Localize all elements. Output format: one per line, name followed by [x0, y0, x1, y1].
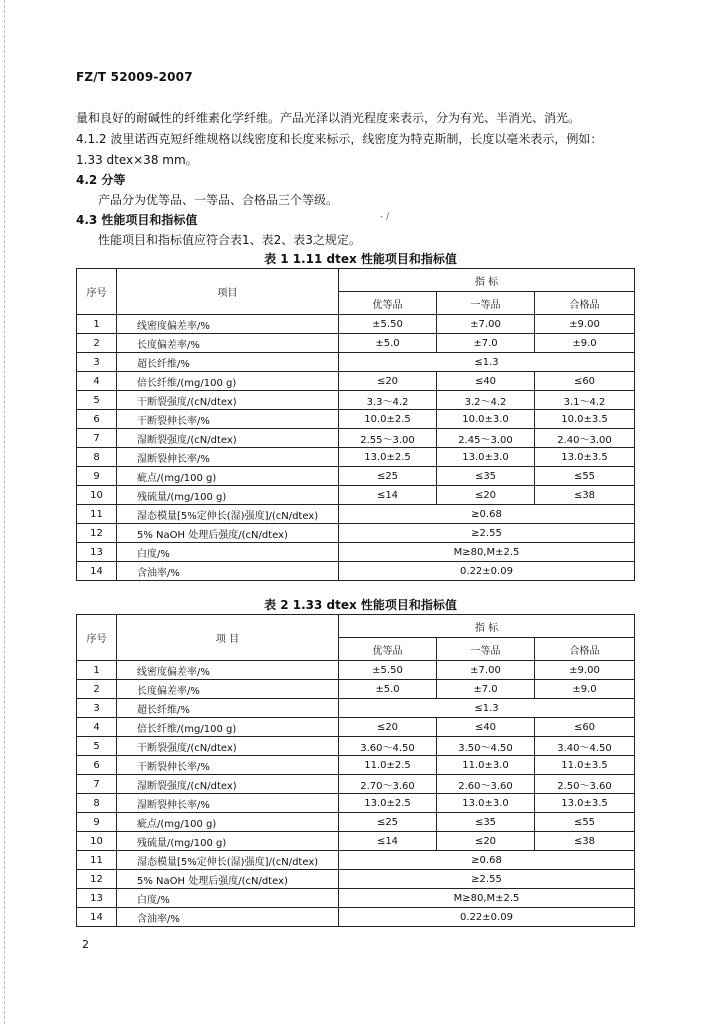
row-item: 线密度偏差率/%	[117, 315, 339, 334]
table-row	[77, 505, 635, 524]
row-value-first: ±7.00	[437, 661, 535, 680]
row-number: 4	[77, 372, 117, 391]
table-row	[77, 372, 635, 391]
paragraph-fiber-description: 量和良好的耐碱性的纤维素化学纤维。产品光泽以消光程度来表示，分为有光、半消光、消光。	[76, 111, 581, 125]
row-number: 13	[77, 543, 117, 562]
row-value-qualified: ±9.0	[535, 334, 635, 353]
row-value-qualified: 11.0±3.5	[535, 756, 635, 775]
row-value-qualified: ≤38	[535, 486, 635, 505]
row-value-merged: ≥0.68	[339, 851, 635, 870]
row-item: 湿断裂伸长率/%	[117, 448, 339, 467]
row-item: 湿断裂强度/(cN/dtex)	[117, 429, 339, 448]
row-value-first: ≤40	[437, 372, 535, 391]
table-row	[77, 889, 635, 908]
row-value-qualified: 2.40～3.00	[535, 429, 635, 448]
table-row	[77, 908, 635, 927]
row-number: 8	[77, 448, 117, 467]
row-item: 残硫量/(mg/100 g)	[117, 832, 339, 851]
table-row	[77, 775, 635, 794]
row-item: 含油率/%	[117, 562, 339, 581]
row-number: 2	[77, 680, 117, 699]
row-number: 1	[77, 661, 117, 680]
row-number: 10	[77, 486, 117, 505]
row-value-superior: ±5.0	[339, 680, 437, 699]
header-grade-superior: 优等品	[339, 292, 437, 315]
row-number: 12	[77, 524, 117, 543]
row-value-superior: ±5.50	[339, 315, 437, 334]
row-value-superior: ≤14	[339, 832, 437, 851]
row-value-qualified: 3.1～4.2	[535, 391, 635, 410]
row-value-superior: ≤25	[339, 467, 437, 486]
row-value-qualified: 3.40～4.50	[535, 737, 635, 756]
row-item: 干断裂强度/(cN/dtex)	[117, 737, 339, 756]
row-number: 6	[77, 410, 117, 429]
row-value-qualified: ±9.00	[535, 661, 635, 680]
standard-number: FZ/T 52009-2007	[76, 70, 193, 84]
header-grade-first: 一等品	[437, 292, 535, 315]
table-row	[77, 524, 635, 543]
table-row	[77, 448, 635, 467]
page-number: 2	[82, 938, 89, 951]
row-value-first: 13.0±3.0	[437, 448, 535, 467]
table-row	[77, 699, 635, 718]
row-value-first: ≤20	[437, 832, 535, 851]
scan-artifact-mark: - /	[380, 212, 390, 222]
row-value-first: ≤35	[437, 813, 535, 832]
row-value-superior: ±5.0	[339, 334, 437, 353]
row-value-qualified: 13.0±3.5	[535, 794, 635, 813]
row-item: 湿态模量[5%定伸长(湿)强度]/(cN/dtex)	[117, 851, 339, 870]
row-item: 白度/%	[117, 543, 339, 562]
header-grade-qualified: 合格品	[535, 292, 635, 315]
row-value-first: ±7.0	[437, 680, 535, 699]
table-row	[77, 334, 635, 353]
table-row	[77, 794, 635, 813]
row-number: 2	[77, 334, 117, 353]
row-item: 湿断裂强度/(cN/dtex)	[117, 775, 339, 794]
row-value-superior: 13.0±2.5	[339, 448, 437, 467]
row-value-merged: 0.22±0.09	[339, 562, 635, 581]
row-value-superior: ≤20	[339, 718, 437, 737]
row-value-first: ≤35	[437, 467, 535, 486]
row-value-qualified: ≤38	[535, 832, 635, 851]
table-row	[77, 467, 635, 486]
header-grade-superior: 优等品	[339, 638, 437, 661]
table-row	[77, 718, 635, 737]
row-value-superior: 11.0±2.5	[339, 756, 437, 775]
row-value-merged: ≤1.3	[339, 699, 635, 718]
header-item: 项 目	[117, 615, 339, 661]
row-item: 5% NaOH 处理后强度/(cN/dtex)	[117, 524, 339, 543]
row-number: 5	[77, 391, 117, 410]
row-value-superior: 2.55～3.00	[339, 429, 437, 448]
row-number: 13	[77, 889, 117, 908]
row-value-first: 10.0±3.0	[437, 410, 535, 429]
row-value-superior: ≤25	[339, 813, 437, 832]
row-value-merged: M≥80,M±2.5	[339, 889, 635, 908]
table-row	[77, 429, 635, 448]
row-item: 超长纤维/%	[117, 699, 339, 718]
row-item: 倍长纤维/(mg/100 g)	[117, 372, 339, 391]
row-number: 11	[77, 505, 117, 524]
row-value-qualified: 2.50～3.60	[535, 775, 635, 794]
row-value-first: 3.2～4.2	[437, 391, 535, 410]
table-header-row	[77, 269, 635, 292]
table-row	[77, 562, 635, 581]
row-item: 长度偏差率/%	[117, 680, 339, 699]
row-item: 含油率/%	[117, 908, 339, 927]
row-item: 疵点/(mg/100 g)	[117, 813, 339, 832]
table-header-row	[77, 615, 635, 638]
row-number: 5	[77, 737, 117, 756]
row-value-first: 13.0±3.0	[437, 794, 535, 813]
row-value-qualified: ±9.0	[535, 680, 635, 699]
row-number: 7	[77, 429, 117, 448]
row-number: 11	[77, 851, 117, 870]
row-item: 湿断裂伸长率/%	[117, 794, 339, 813]
row-number: 9	[77, 813, 117, 832]
table-row	[77, 353, 635, 372]
row-value-first: 2.60～3.60	[437, 775, 535, 794]
row-value-superior: 3.60～4.50	[339, 737, 437, 756]
row-value-superior: 3.3～4.2	[339, 391, 437, 410]
row-value-merged: ≥2.55	[339, 524, 635, 543]
table-row	[77, 851, 635, 870]
row-value-qualified: ≤60	[535, 718, 635, 737]
row-item: 5% NaOH 处理后强度/(cN/dtex)	[117, 870, 339, 889]
row-number: 10	[77, 832, 117, 851]
table-2-title: 表 2 1.33 dtex 性能项目和指标值	[264, 598, 457, 612]
table-row	[77, 661, 635, 680]
row-value-qualified: 10.0±3.5	[535, 410, 635, 429]
table-1-title: 表 1 1.11 dtex 性能项目和指标值	[264, 252, 457, 266]
table-row	[77, 543, 635, 562]
table-row	[77, 832, 635, 851]
table-row	[77, 486, 635, 505]
row-value-first: ±7.00	[437, 315, 535, 334]
table-row	[77, 870, 635, 889]
paragraph-spec-example: 1.33 dtex×38 mm。	[76, 153, 198, 167]
row-value-superior: ±5.50	[339, 661, 437, 680]
row-number: 1	[77, 315, 117, 334]
row-value-first: 2.45～3.00	[437, 429, 535, 448]
row-value-superior: 10.0±2.5	[339, 410, 437, 429]
row-number: 3	[77, 353, 117, 372]
header-grade-first: 一等品	[437, 638, 535, 661]
row-value-superior: 2.70～3.60	[339, 775, 437, 794]
table-row	[77, 391, 635, 410]
row-number: 14	[77, 562, 117, 581]
row-value-first: ±7.0	[437, 334, 535, 353]
row-value-merged: ≥2.55	[339, 870, 635, 889]
header-index: 指 标	[339, 269, 635, 292]
row-number: 9	[77, 467, 117, 486]
row-number: 7	[77, 775, 117, 794]
table-row	[77, 410, 635, 429]
header-index: 指 标	[339, 615, 635, 638]
row-value-first: 3.50～4.50	[437, 737, 535, 756]
row-value-first: ≤20	[437, 486, 535, 505]
row-number: 6	[77, 756, 117, 775]
row-value-superior: ≤20	[339, 372, 437, 391]
row-item: 疵点/(mg/100 g)	[117, 467, 339, 486]
table-1	[76, 268, 635, 581]
row-item: 白度/%	[117, 889, 339, 908]
row-item: 湿态模量[5%定伸长(湿)强度]/(cN/dtex)	[117, 505, 339, 524]
row-value-first: 11.0±3.0	[437, 756, 535, 775]
table-row	[77, 737, 635, 756]
heading-4-3: 4.3 性能项目和指标值	[76, 213, 198, 227]
binding-edge-line	[4, 0, 5, 1024]
row-value-qualified: ≤60	[535, 372, 635, 391]
row-value-superior: ≤14	[339, 486, 437, 505]
row-number: 3	[77, 699, 117, 718]
table-row	[77, 813, 635, 832]
row-value-qualified: 13.0±3.5	[535, 448, 635, 467]
row-value-merged: M≥80,M±2.5	[339, 543, 635, 562]
row-item: 干断裂强度/(cN/dtex)	[117, 391, 339, 410]
row-number: 12	[77, 870, 117, 889]
heading-4-2: 4.2 分等	[76, 173, 126, 187]
row-item: 线密度偏差率/%	[117, 661, 339, 680]
header-seq: 序号	[77, 269, 117, 315]
row-item: 超长纤维/%	[117, 353, 339, 372]
row-number: 4	[77, 718, 117, 737]
paragraph-grades: 产品分为优等品、一等品、合格品三个等级。	[98, 193, 339, 207]
paragraph-4-1-2: 4.1.2 波里诺西克短纤维规格以线密度和长度来标示，线密度为特克斯制，长度以毫米表示，例如：	[76, 132, 603, 146]
header-grade-qualified: 合格品	[535, 638, 635, 661]
row-item: 干断裂伸长率/%	[117, 756, 339, 775]
row-number: 8	[77, 794, 117, 813]
row-value-qualified: ≤55	[535, 467, 635, 486]
row-value-superior: 13.0±2.5	[339, 794, 437, 813]
row-item: 长度偏差率/%	[117, 334, 339, 353]
row-value-merged: ≤1.3	[339, 353, 635, 372]
row-value-qualified: ±9.00	[535, 315, 635, 334]
row-item: 残硫量/(mg/100 g)	[117, 486, 339, 505]
row-value-first: ≤40	[437, 718, 535, 737]
header-seq: 序号	[77, 615, 117, 661]
table-2	[76, 614, 635, 927]
table-row	[77, 756, 635, 775]
row-value-qualified: ≤55	[535, 813, 635, 832]
row-number: 14	[77, 908, 117, 927]
paragraph-table-reference: 性能项目和指标值应符合表1、表2、表3之规定。	[98, 233, 361, 247]
row-value-merged: 0.22±0.09	[339, 908, 635, 927]
table-row	[77, 315, 635, 334]
row-item: 干断裂伸长率/%	[117, 410, 339, 429]
table-row	[77, 680, 635, 699]
header-item: 项目	[117, 269, 339, 315]
row-value-merged: ≥0.68	[339, 505, 635, 524]
row-item: 倍长纤维/(mg/100 g)	[117, 718, 339, 737]
